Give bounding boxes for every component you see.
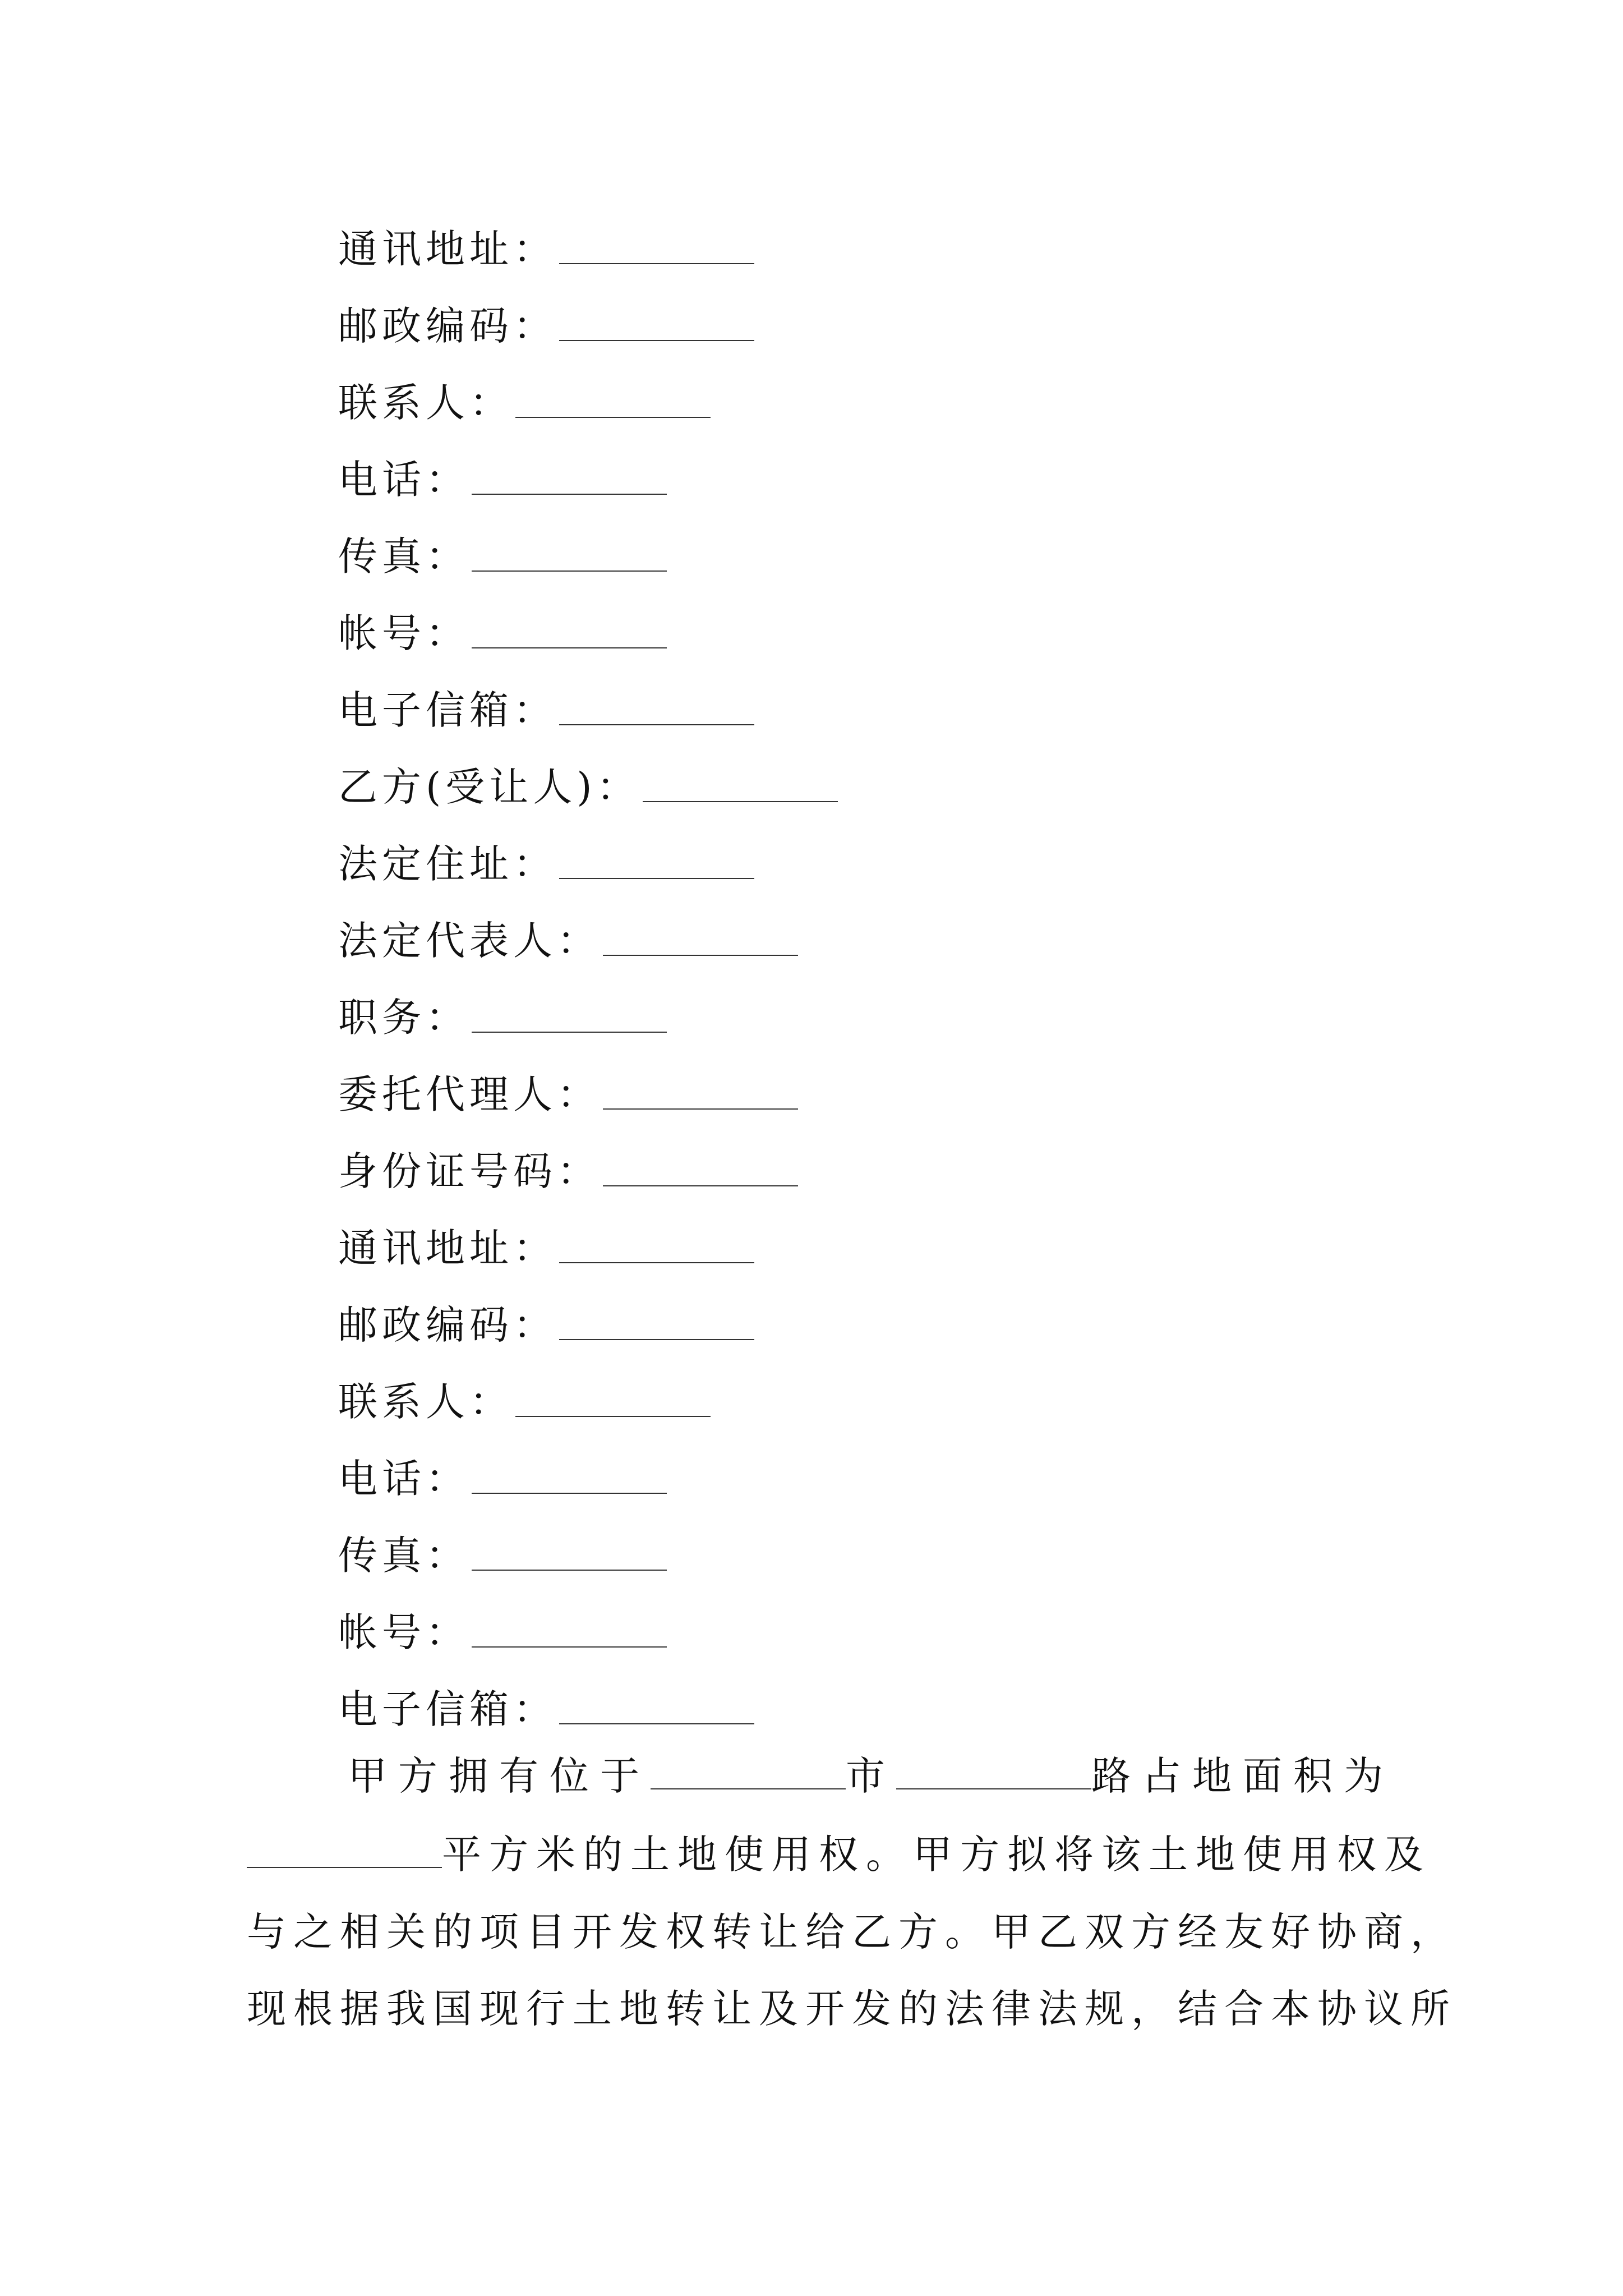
blank-line[interactable] [515,382,711,418]
field-label: 联系人： [338,1379,513,1425]
field-contact-person [338,1360,838,1437]
blank-line[interactable] [559,1227,754,1263]
paragraph-line [247,1823,1431,1880]
field-label: 邮政编码： [338,1302,557,1348]
field-postal-code [338,284,838,361]
field-label: 邮政编码： [338,303,557,349]
field-label: 委托代理人： [338,1071,601,1117]
blank-line[interactable] [603,920,798,956]
blank-line[interactable] [472,1535,667,1571]
blank-line[interactable] [472,1458,667,1494]
field-label: 通讯地址： [338,1225,557,1271]
paragraph-text: 平方米的土地使用权。甲方拟将该土地使用权及 [442,1832,1431,1878]
field-label: 职务： [338,995,469,1041]
blank-line[interactable] [651,1754,846,1789]
field-fax [338,1514,838,1591]
field-label: 通讯地址： [338,226,557,272]
blank-line[interactable] [472,536,667,572]
paragraph-line [348,1745,1481,1801]
paragraph-line [247,1977,1457,2034]
paragraph-text: 路占地面积为 [1091,1753,1394,1799]
field-label: 联系人： [338,380,513,426]
paragraph-text: 与之相关的项目开发权转让给乙方。甲乙双方经友好协商， [247,1909,1457,1955]
field-contact-person [338,361,838,438]
field-mailing-address [338,208,838,284]
blank-line[interactable] [472,613,667,648]
field-label: 乙方(受让人)： [338,764,640,810]
field-label: 身份证号码： [338,1148,601,1194]
field-label: 帐号： [338,610,469,656]
field-position [338,976,838,1053]
blank-line[interactable] [559,689,754,725]
field-account [338,1591,838,1668]
field-legal-address [338,822,838,899]
field-id-number [338,1130,838,1207]
paragraph-text: 甲方拥有位于 [348,1753,651,1799]
blank-line[interactable] [603,1151,798,1186]
field-label: 法定住址： [338,841,557,887]
field-label: 帐号： [338,1609,469,1655]
field-party-b [338,746,838,822]
blank-line[interactable] [472,1612,667,1648]
blank-line[interactable] [472,459,667,495]
field-mailing-address [338,1207,838,1283]
field-phone [338,1437,838,1514]
field-label: 电子信箱： [338,1686,557,1732]
field-phone [338,438,838,515]
field-email [338,1668,838,1745]
field-label: 电子信箱： [338,687,557,733]
field-label: 电话： [338,1456,469,1502]
field-legal-representative [338,899,838,976]
paragraph-text: 现根据我国现行土地转让及开发的法律法规，结合本协议所 [247,1986,1457,2032]
blank-line[interactable] [559,1304,754,1340]
blank-line[interactable] [559,305,754,341]
field-authorized-agent [338,1053,838,1130]
blank-line[interactable] [643,766,838,802]
field-account [338,592,838,669]
field-fax [338,515,838,592]
paragraph-text: 市 [846,1753,896,1799]
field-label: 传真： [338,1533,469,1579]
blank-line[interactable] [472,997,667,1033]
field-label: 传真： [338,533,469,579]
field-email [338,669,838,746]
field-label: 法定代表人： [338,918,601,964]
paragraph-line [247,1901,1457,1957]
field-postal-code [338,1283,838,1360]
blank-line[interactable] [559,843,754,879]
blank-line[interactable] [559,1688,754,1724]
blank-line[interactable] [247,1832,442,1868]
blank-line[interactable] [603,1074,798,1110]
blank-line[interactable] [896,1754,1091,1789]
field-label: 电话： [338,457,469,503]
party-info-list [338,208,838,1745]
blank-line[interactable] [515,1381,711,1417]
blank-line[interactable] [559,228,754,264]
